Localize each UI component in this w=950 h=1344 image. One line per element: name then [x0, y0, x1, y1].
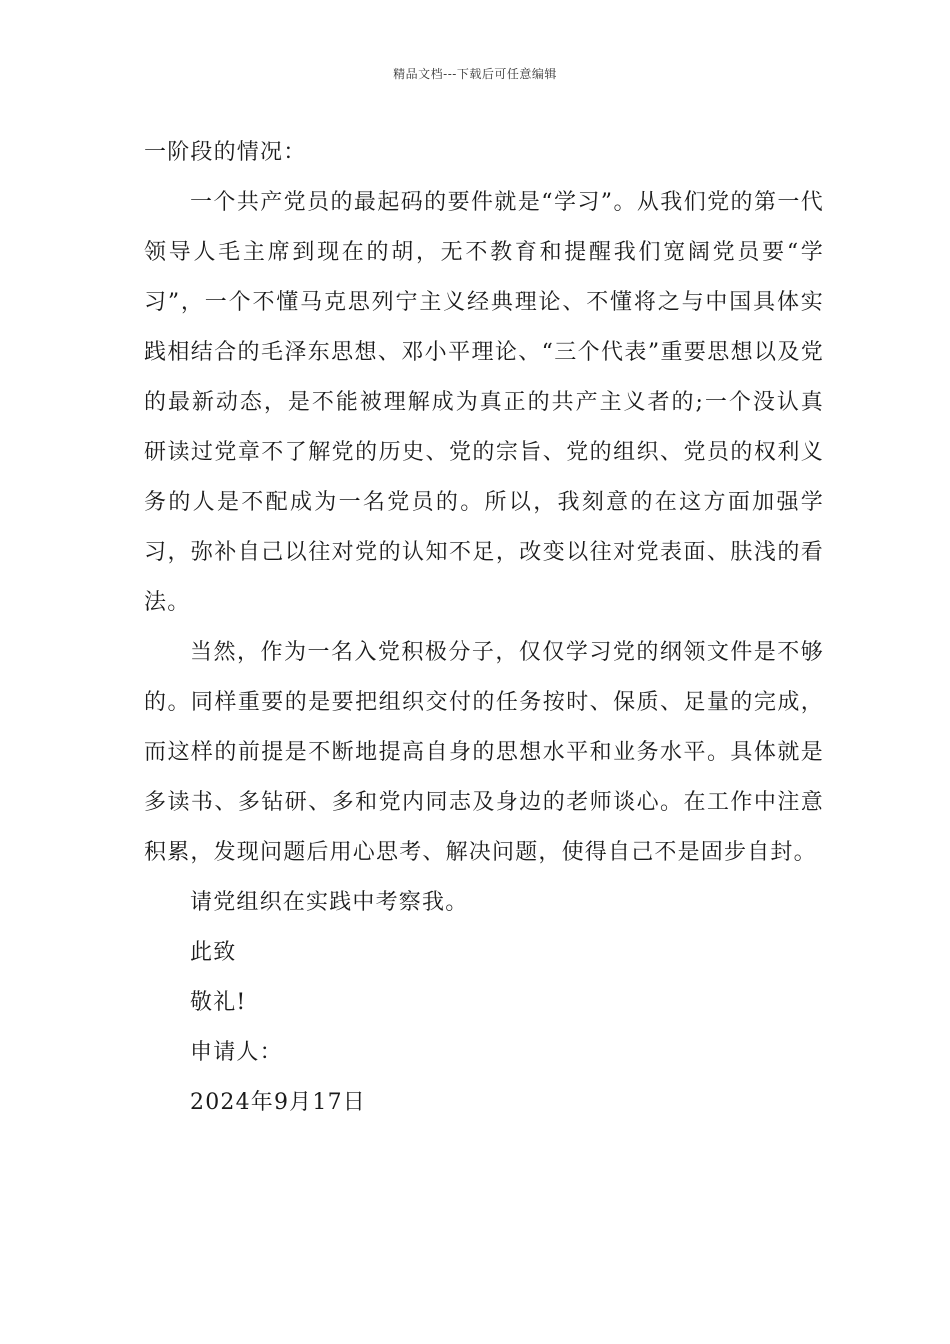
closing-respect: 敬礼!: [190, 990, 247, 1015]
document-body: [144, 128, 824, 1128]
page-header: 精品文档---下载后可任意编辑: [393, 67, 557, 81]
paragraph-continuation: 一阶段的情况：: [144, 140, 307, 165]
paragraph-work: 当然，作为一名入党积极分子，仅仅学习党的纲领文件是不够的。同样重要的是要把组织交付的任务按时、保质、足量的完成，而这样的前提是不断地提高自身的思想水平和业务水平。具体就是多读书、多钻研、多和党内同志及身边的老师谈心。在工作中注意积累，发现问题后用心思考、解决问题，使得自己不是固步自封。: [144, 640, 824, 865]
closing-applicant: 申请人：: [190, 1040, 283, 1065]
paragraph-study: 一个共产党员的最起码的要件就是“学习”。从我们党的第一代领导人毛主席到现在的胡，无不教育和提醒我们宽阔党员要“学习”，一个不懂马克思列宁主义经典理论、不懂将之与中国具体实践相结合的毛泽东思想、邓小平理论、“三个代表”重要思想以及党的最新动态，是不能被理解成为真正的共产主义者的;一个没认真研读过党章不了解党的历史、党的宗旨、党的组织、党员的权利义务的人是不配成为一名党员的。所以，我刻意的在这方面加强学习，弥补自己以往对党的认知不足，改变以往对党表面、肤浅的看法。: [144, 190, 824, 615]
closing-salutation: 此致: [190, 940, 237, 965]
paragraph-request: 请党组织在实践中考察我。: [190, 890, 469, 915]
closing-date: 2024年9月17日: [190, 1090, 366, 1115]
